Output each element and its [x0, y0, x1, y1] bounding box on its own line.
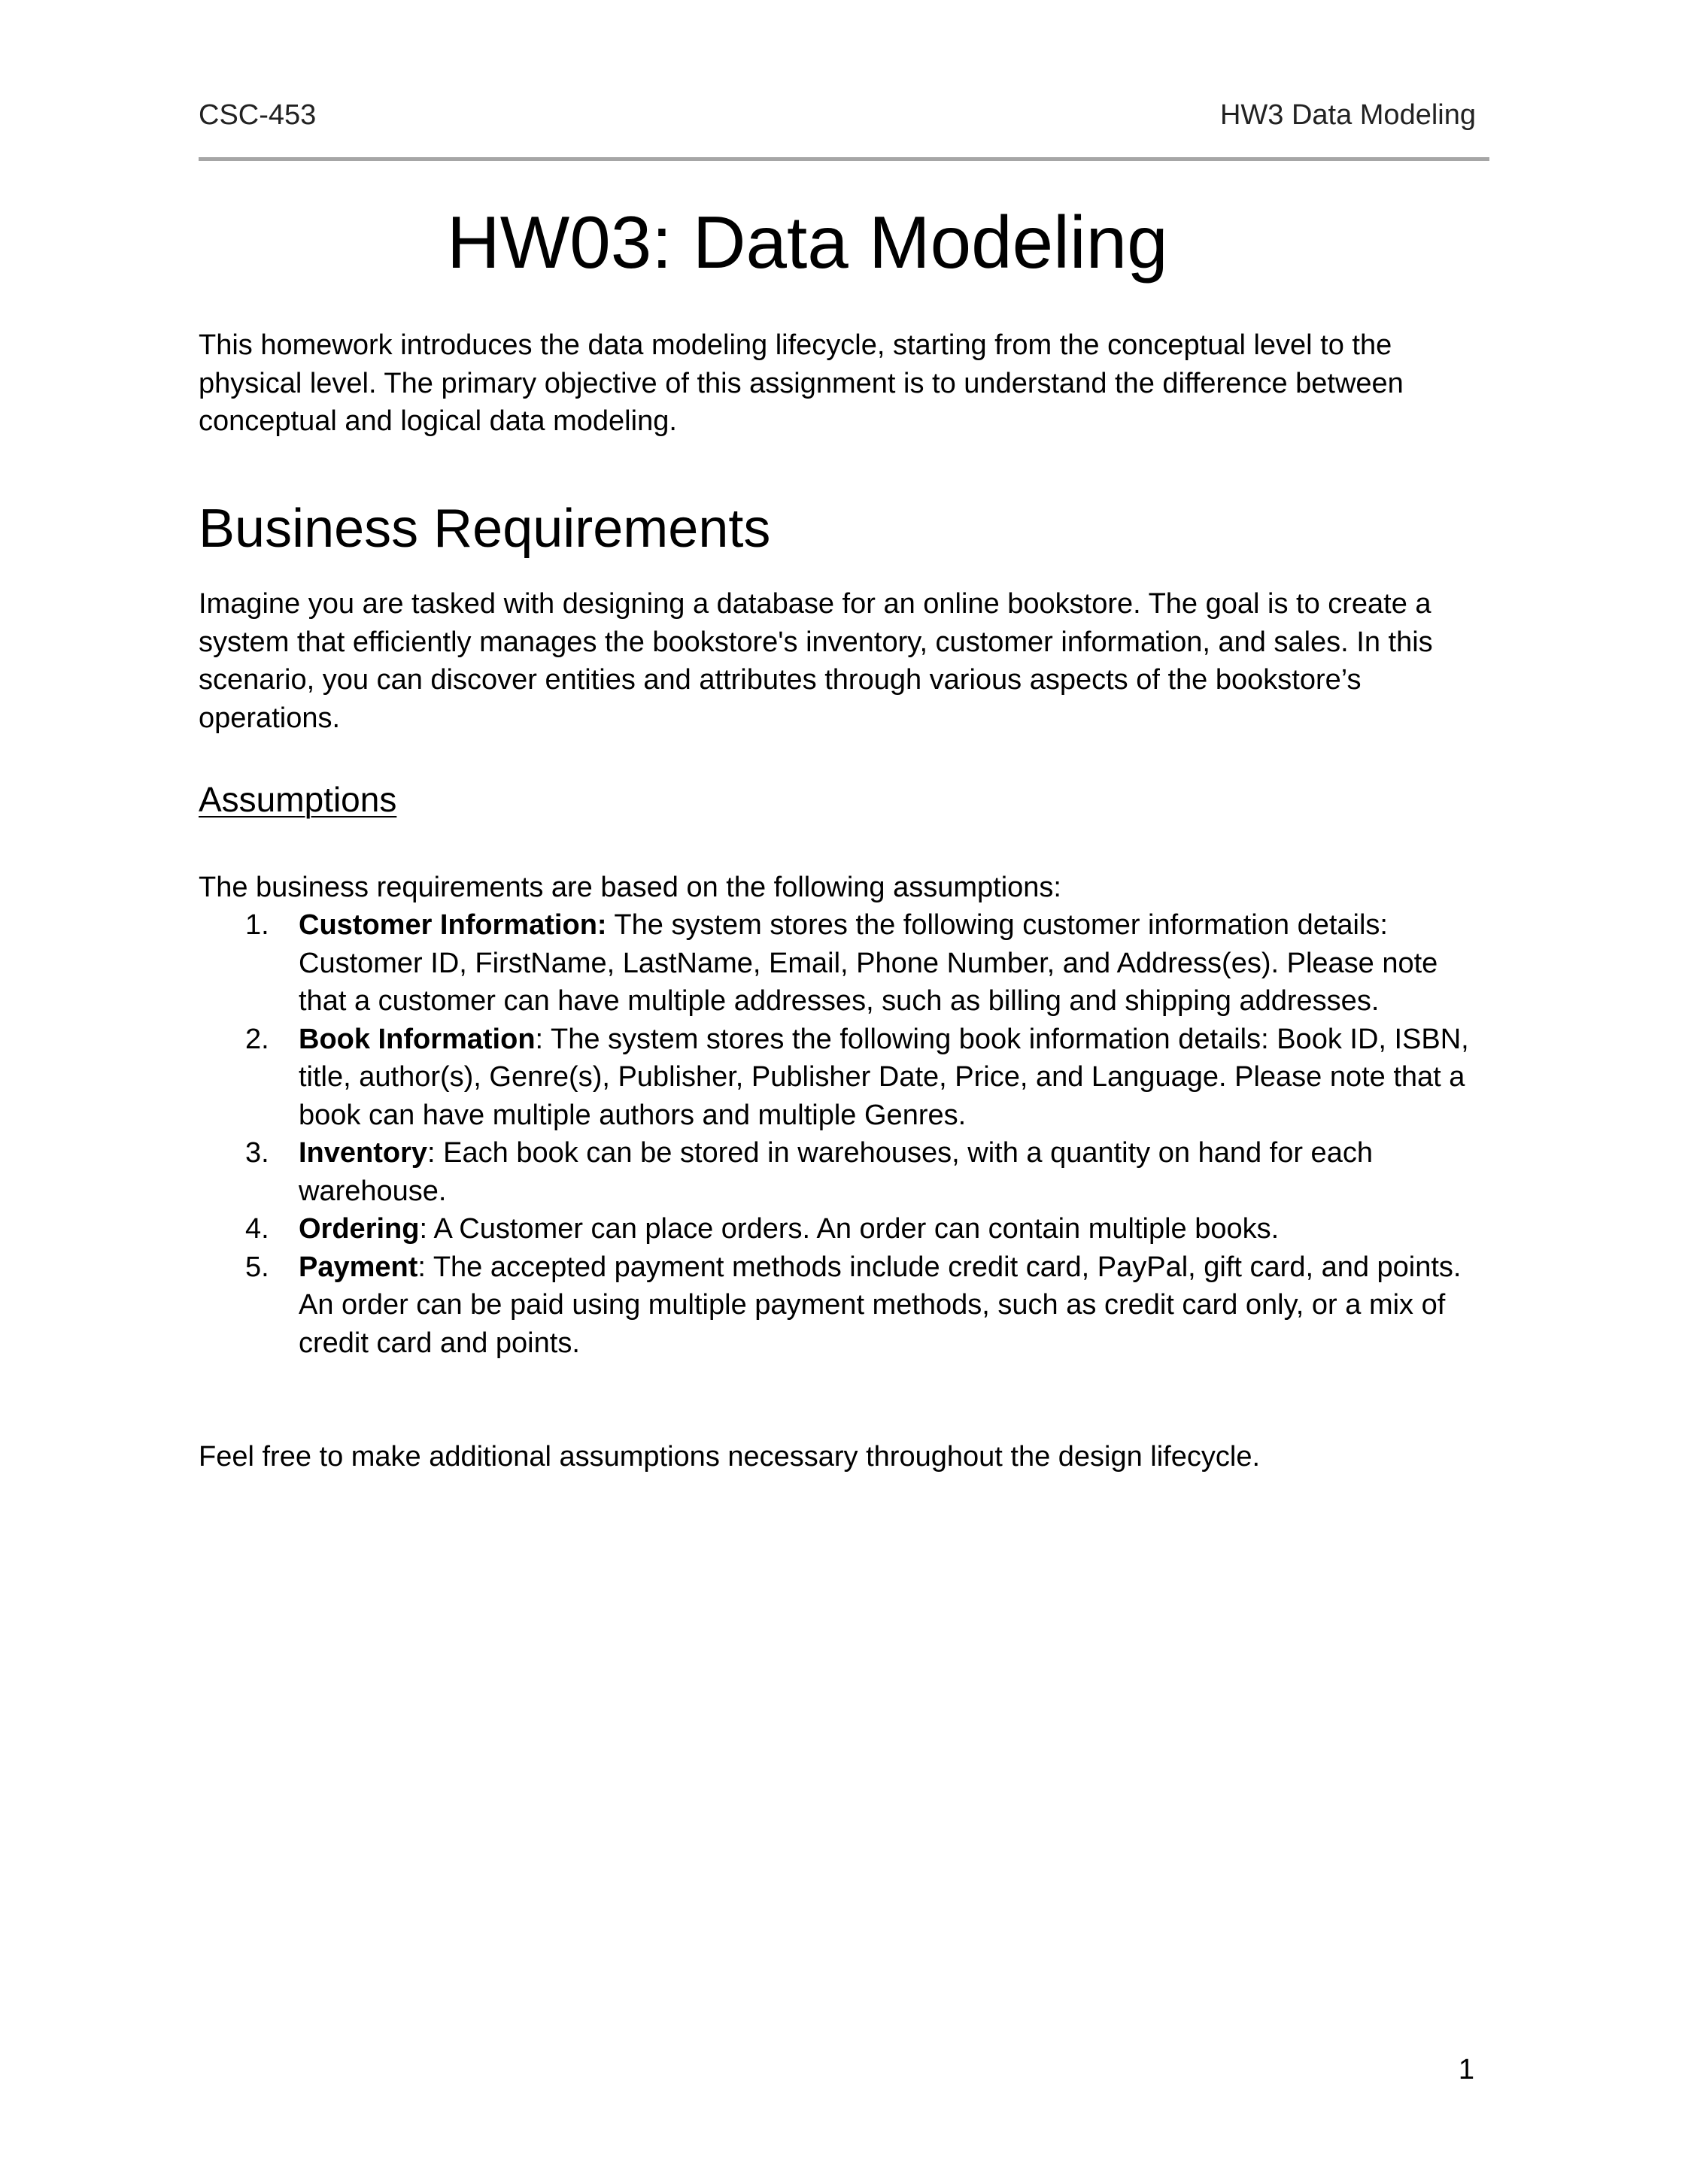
page-number: 1	[1458, 2054, 1474, 2085]
assumptions-lead: The business requirements are based on the following assumptions:	[199, 872, 1061, 903]
assumptions-heading: Assumptions	[199, 780, 397, 819]
list-item-text: : The system stores the following book information details: Book ID, ISBN, title, author(s), Genre(s), Publisher, Publisher Date, Price, and Language. Please note that a book can have multiple authors and multiple Genres.	[299, 1023, 1469, 1131]
business-requirements-paragraph: Imagine you are tasked with designing a database for an online bookstore. The goal is to create a system that efficiently manages the bookstore's inventory, customer information, and sales. In this scenario, you can discover entities and attributes through various aspects of the bookstore’s operations.	[199, 588, 1433, 734]
business-requirements-heading: Business Requirements	[199, 499, 771, 559]
list-item	[199, 1134, 1489, 1210]
assumptions-list	[199, 906, 1489, 1362]
document-title: HW03: Data Modeling	[447, 201, 1168, 284]
header-course: CSC-453	[199, 99, 317, 131]
intro-paragraph: This homework introduces the data modeling lifecycle, starting from the conceptual level to the physical level. The primary objective of this assignment is to understand the difference between conceptual and logical data modeling.	[199, 329, 1404, 437]
list-item-number: 5.	[245, 1251, 269, 1283]
document-page	[199, 0, 1489, 2184]
list-item-label: Book Information	[299, 1023, 536, 1055]
list-item-text: : A Customer can place orders. An order can contain multiple books.	[419, 1213, 1280, 1245]
list-item	[199, 1248, 1489, 1363]
list-item	[199, 1210, 1489, 1248]
list-item	[199, 906, 1489, 1021]
list-item-number: 3.	[245, 1137, 269, 1169]
list-item-label: Customer Information:	[299, 909, 607, 941]
list-item-text: The system stores the following customer information details: Customer ID, FirstName, LastName, Email, Phone Number, and Address(es). Please note that a customer can have multiple addresses, such as billing and shipping addresses.	[299, 909, 1438, 1017]
list-item-text: : The accepted payment methods include credit card, PayPal, gift card, and points. An order can be paid using multiple payment methods, such as credit card only, or a mix of credit card and points.	[299, 1251, 1462, 1359]
list-item-text: : Each book can be stored in warehouses, with a quantity on hand for each warehouse.	[299, 1137, 1373, 1207]
closing-paragraph: Feel free to make additional assumptions necessary throughout the design lifecycle.	[199, 1441, 1261, 1473]
header-doc-label: HW3 Data Modeling	[1219, 99, 1476, 131]
list-item-number: 4.	[245, 1213, 269, 1245]
list-item-number: 2.	[245, 1023, 269, 1055]
list-item-label: Ordering	[299, 1213, 420, 1245]
list-item	[199, 1021, 1489, 1135]
header-divider	[199, 157, 1489, 161]
list-item-number: 1.	[245, 909, 269, 941]
list-item-label: Payment	[299, 1251, 418, 1283]
list-item-label: Inventory	[299, 1137, 428, 1169]
